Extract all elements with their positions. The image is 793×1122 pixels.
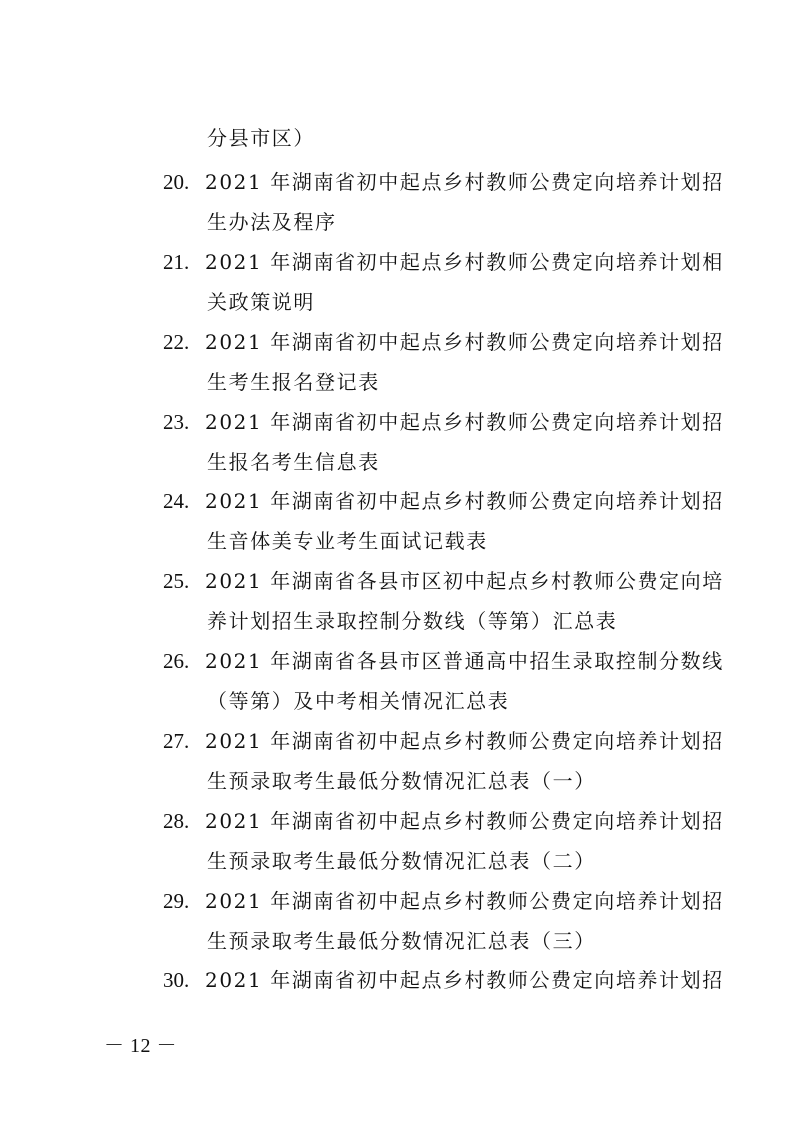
item-number: 23. — [163, 410, 190, 434]
item-title-line1: 2021 年湖南省初中起点乡村教师公费定向培养计划招 — [205, 410, 724, 434]
item-title-line1: 2021 年湖南省初中起点乡村教师公费定向培养计划招 — [205, 889, 724, 913]
page-number: － 12 － — [104, 1035, 177, 1057]
item-title-line2: 生报名考生信息表 — [207, 450, 380, 474]
item-title-line2: （等第）及中考相关情况汇总表 — [207, 689, 510, 713]
item-title-line1: 2021 年湖南省各县市区初中起点乡村教师公费定向培 — [205, 569, 724, 593]
item-number: 29. — [163, 889, 190, 913]
item-title-line2: 生预录取考生最低分数情况汇总表（三） — [207, 929, 596, 953]
item-title-line1: 2021 年湖南省初中起点乡村教师公费定向培养计划招 — [205, 968, 724, 992]
item-title-line1: 2021 年湖南省初中起点乡村教师公费定向培养计划招 — [205, 330, 724, 354]
item-title-line1: 2021 年湖南省初中起点乡村教师公费定向培养计划招 — [205, 170, 724, 194]
item-title-line1: 2021 年湖南省初中起点乡村教师公费定向培养计划招 — [205, 489, 724, 513]
item-title-line2: 生音体美专业考生面试记载表 — [207, 529, 488, 553]
item-number: 21. — [163, 250, 190, 274]
item-title-line2: 生办法及程序 — [207, 210, 337, 234]
item-number: 22. — [163, 330, 190, 354]
continuation-text: 分县市区） — [207, 126, 315, 150]
item-title-line2: 生预录取考生最低分数情况汇总表（一） — [207, 769, 596, 793]
item-title-line1: 2021 年湖南省初中起点乡村教师公费定向培养计划相 — [205, 250, 724, 274]
item-number: 24. — [163, 489, 190, 513]
item-title-line1: 2021 年湖南省初中起点乡村教师公费定向培养计划招 — [205, 729, 724, 753]
item-number: 27. — [163, 729, 190, 753]
item-title-line2: 生预录取考生最低分数情况汇总表（二） — [207, 849, 596, 873]
item-title-line1: 2021 年湖南省各县市区普通高中招生录取控制分数线 — [205, 649, 724, 673]
item-number: 25. — [163, 569, 190, 593]
item-title-line2: 关政策说明 — [207, 290, 315, 314]
item-title-line2: 生考生报名登记表 — [207, 370, 380, 394]
item-number: 30. — [163, 968, 190, 992]
item-number: 20. — [163, 170, 190, 194]
item-title-line2: 养计划招生录取控制分数线（等第）汇总表 — [207, 609, 618, 633]
item-number: 26. — [163, 649, 190, 673]
item-number: 28. — [163, 809, 190, 833]
item-title-line1: 2021 年湖南省初中起点乡村教师公费定向培养计划招 — [205, 809, 724, 833]
